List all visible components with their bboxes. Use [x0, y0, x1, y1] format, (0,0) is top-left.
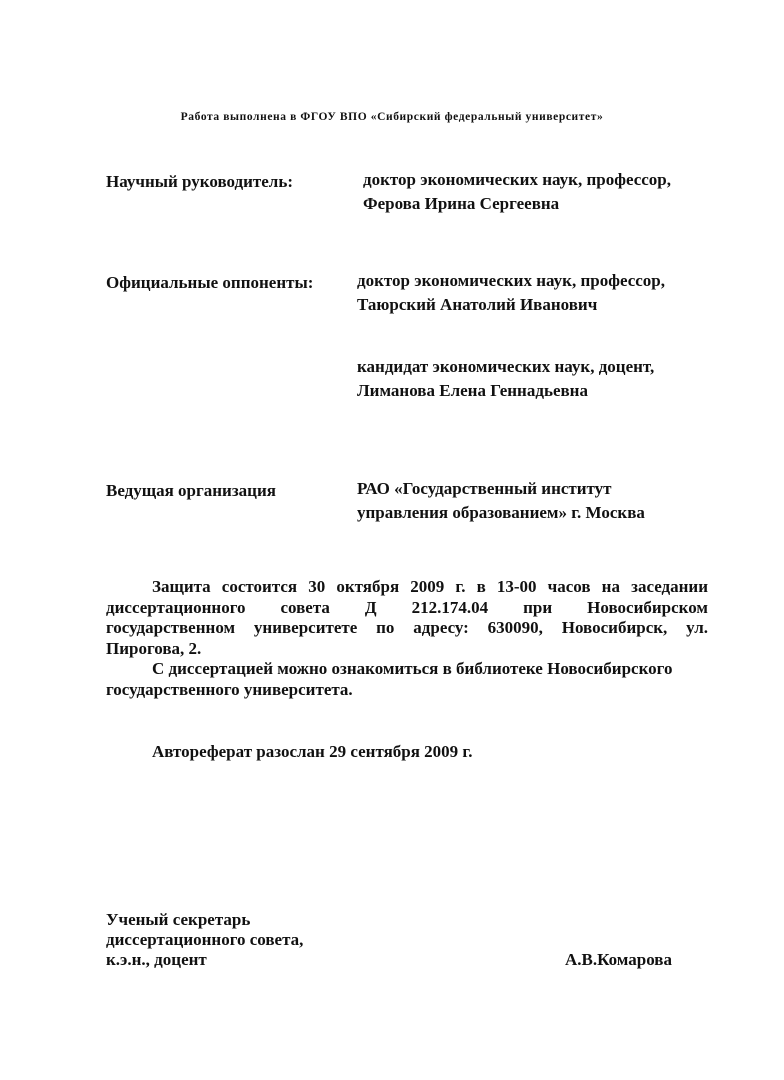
secretary-degree: к.э.н., доцент [106, 950, 207, 969]
leading-org-label: Ведущая организация [106, 481, 276, 500]
opponents-label: Официальные оппоненты: [106, 273, 314, 292]
defense-line-3: государственном университете по адресу: 630090, Новосибирск, ул. [106, 618, 708, 637]
library-line-2: государственного университета. [106, 679, 353, 699]
opponent-first-degree: доктор экономических наук, профессор, [357, 271, 666, 290]
secretary-council: диссертационного совета, [106, 930, 304, 949]
defense-line-4: Пирогова, 2. [106, 638, 202, 658]
defense-paragraph [106, 577, 708, 700]
library-line-1: С диссертацией можно ознакомиться в библиотеке Новосибирского [152, 659, 673, 678]
supervisor-degree: доктор экономических наук, профессор, [363, 170, 672, 189]
defense-line-2: диссертационного совета Д 212.174.04 при Новосибирском [106, 597, 708, 617]
defense-line-1: Защита состоится 30 октября 2009 г. в 13-00 часов на заседании [152, 577, 708, 596]
leading-org-value [357, 477, 645, 525]
opponent-second [357, 355, 654, 403]
supervisor-name: Ферова Ирина Сергеевна [363, 194, 560, 213]
autoreferat-sent-date: Автореферат разослан 29 сентября 2009 г. [152, 742, 473, 761]
supervisor-value [363, 168, 671, 216]
opponent-first-name: Таюрский Анатолий Иванович [357, 295, 598, 314]
header-institution: Работа выполнена в ФГОУ ВПО «Сибирский федеральный университет» [180, 111, 604, 123]
opponent-second-name: Лиманова Елена Геннадьевна [357, 381, 588, 400]
secretary-title: Ученый секретарь [106, 910, 251, 929]
leading-org-line-2: управления образованием» г. Москва [357, 503, 645, 522]
supervisor-label: Научный руководитель: [106, 172, 293, 191]
opponent-first [357, 269, 665, 317]
secretary-block [106, 910, 303, 970]
opponent-second-degree: кандидат экономических наук, доцент, [357, 357, 655, 376]
secretary-name: А.В.Комарова [565, 950, 672, 969]
leading-org-line-1: РАО «Государственный институт [357, 479, 612, 498]
